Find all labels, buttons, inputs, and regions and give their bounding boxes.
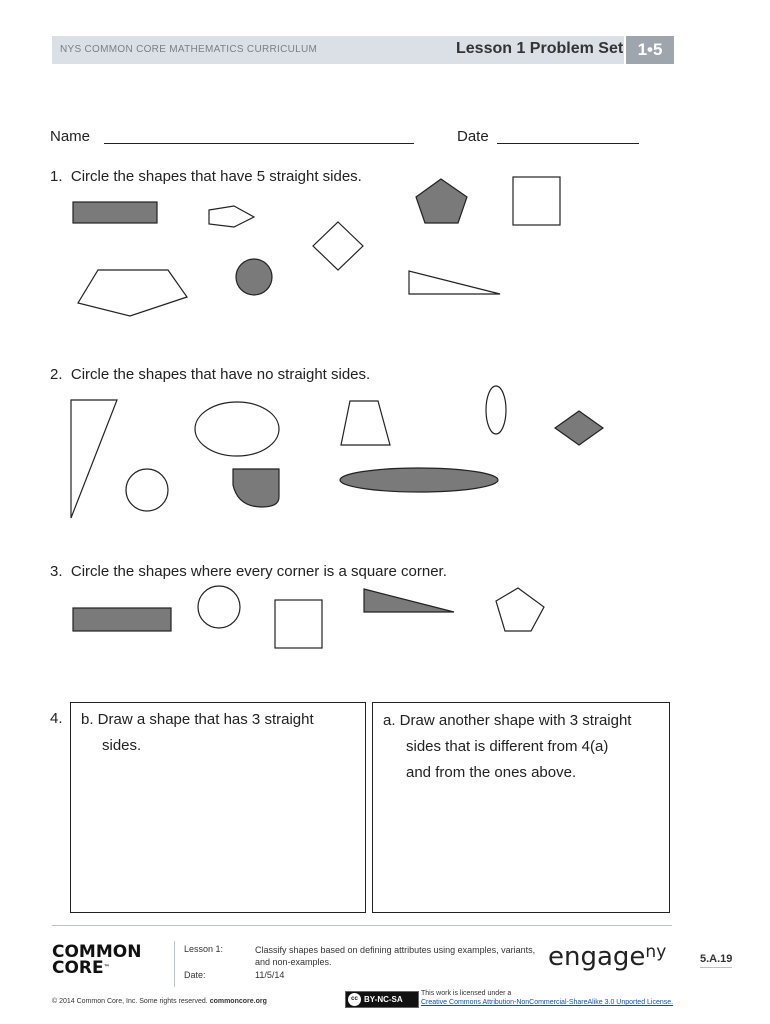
q1-small-pentagon[interactable] <box>209 206 254 227</box>
copyright-text: © 2014 Common Core, Inc. Some rights reserved. <box>52 998 208 1005</box>
ny-text: ny <box>645 942 667 962</box>
question-text: Circle the shapes that have no straight sides. <box>70 366 371 383</box>
cc-icon: cc <box>348 993 361 1006</box>
cc-license-badge[interactable] <box>345 991 419 1008</box>
q2-thin-oval[interactable] <box>486 386 506 434</box>
question-number: 2. <box>50 366 63 383</box>
q2-trapezoid[interactable] <box>341 401 390 445</box>
footer-lesson-label: Lesson 1: <box>184 944 224 954</box>
q1-filled-circle[interactable] <box>236 259 272 295</box>
curriculum-title: NYS COMMON CORE MATHEMATICS CURRICULUM <box>60 44 318 55</box>
lesson-desc-line1: Classify shapes based on defining attributes using examples, variants, <box>255 945 536 955</box>
name-label: Name <box>50 128 91 145</box>
cc-badge-text: BY-NC-SA <box>364 995 403 1004</box>
q1-right-triangle[interactable] <box>409 271 500 294</box>
box-b-line2: sides. <box>102 737 142 754</box>
q2-tall-triangle[interactable] <box>71 400 117 518</box>
logo-line2: CORE <box>52 958 104 978</box>
question-4-number: 4. <box>50 710 63 727</box>
q1-square[interactable] <box>513 177 560 225</box>
copyright-site: commoncore.org <box>209 998 267 1005</box>
q2-oval[interactable] <box>195 402 279 456</box>
lesson-desc-line2: and non-examples. <box>255 957 332 967</box>
q2-filled-diamond[interactable] <box>555 411 603 445</box>
q2-circle[interactable] <box>126 469 168 511</box>
logo-tm: ™ <box>103 964 110 971</box>
box-a-line3: and from the ones above. <box>406 764 577 781</box>
footer-divider <box>52 925 672 926</box>
lesson-title: Lesson 1 Problem Set <box>456 40 624 57</box>
date-label: Date <box>457 128 489 145</box>
footer-separator <box>174 941 175 987</box>
q1-filled-pentagon[interactable] <box>416 179 467 223</box>
footer-lesson-desc <box>255 944 535 968</box>
box-b-line1: b. Draw a shape that has 3 straight <box>81 711 314 728</box>
q3-circle[interactable] <box>198 586 240 628</box>
footer-date-value: 11/5/14 <box>255 970 285 980</box>
license-link[interactable]: Creative Commons Attribution-NonCommercial-ShareAlike 3.0 Unported License. <box>421 999 674 1006</box>
question-text: Circle the shapes that have 5 straight sides. <box>70 168 362 185</box>
question-text: Circle the shapes where every corner is a square corner. <box>70 563 447 580</box>
q3-filled-triangle[interactable] <box>364 589 454 612</box>
logo-line1: COMMON <box>52 942 142 962</box>
q1-filled-rectangle[interactable] <box>73 202 157 223</box>
box-a-line2: sides that is different from 4(a) <box>406 738 609 755</box>
box-a-line1: a. Draw another shape with 3 straight <box>383 712 632 729</box>
footer-date-label: Date: <box>184 970 206 980</box>
engage-text: engage <box>548 942 646 972</box>
q3-filled-rectangle[interactable] <box>73 608 171 631</box>
grade-badge: 1•5 <box>624 36 674 64</box>
q1-large-pentagon[interactable] <box>78 270 187 316</box>
draw-box-a[interactable] <box>372 702 670 913</box>
q3-pentagon[interactable] <box>496 588 544 631</box>
q2-filled-long-oval[interactable] <box>340 468 498 492</box>
question-number: 1. <box>50 168 63 185</box>
engage-ny-logo <box>548 942 666 972</box>
question-number: 3. <box>50 563 63 580</box>
common-core-logo <box>52 944 141 976</box>
q1-diamond[interactable] <box>313 222 363 270</box>
copyright <box>52 998 267 1005</box>
draw-box-b[interactable] <box>70 702 366 913</box>
page-code: 5.A.19 <box>700 953 732 968</box>
q2-filled-rounded-shape[interactable] <box>233 469 279 507</box>
license-line1: This work is licensed under a <box>421 990 512 997</box>
q3-square[interactable] <box>275 600 322 648</box>
